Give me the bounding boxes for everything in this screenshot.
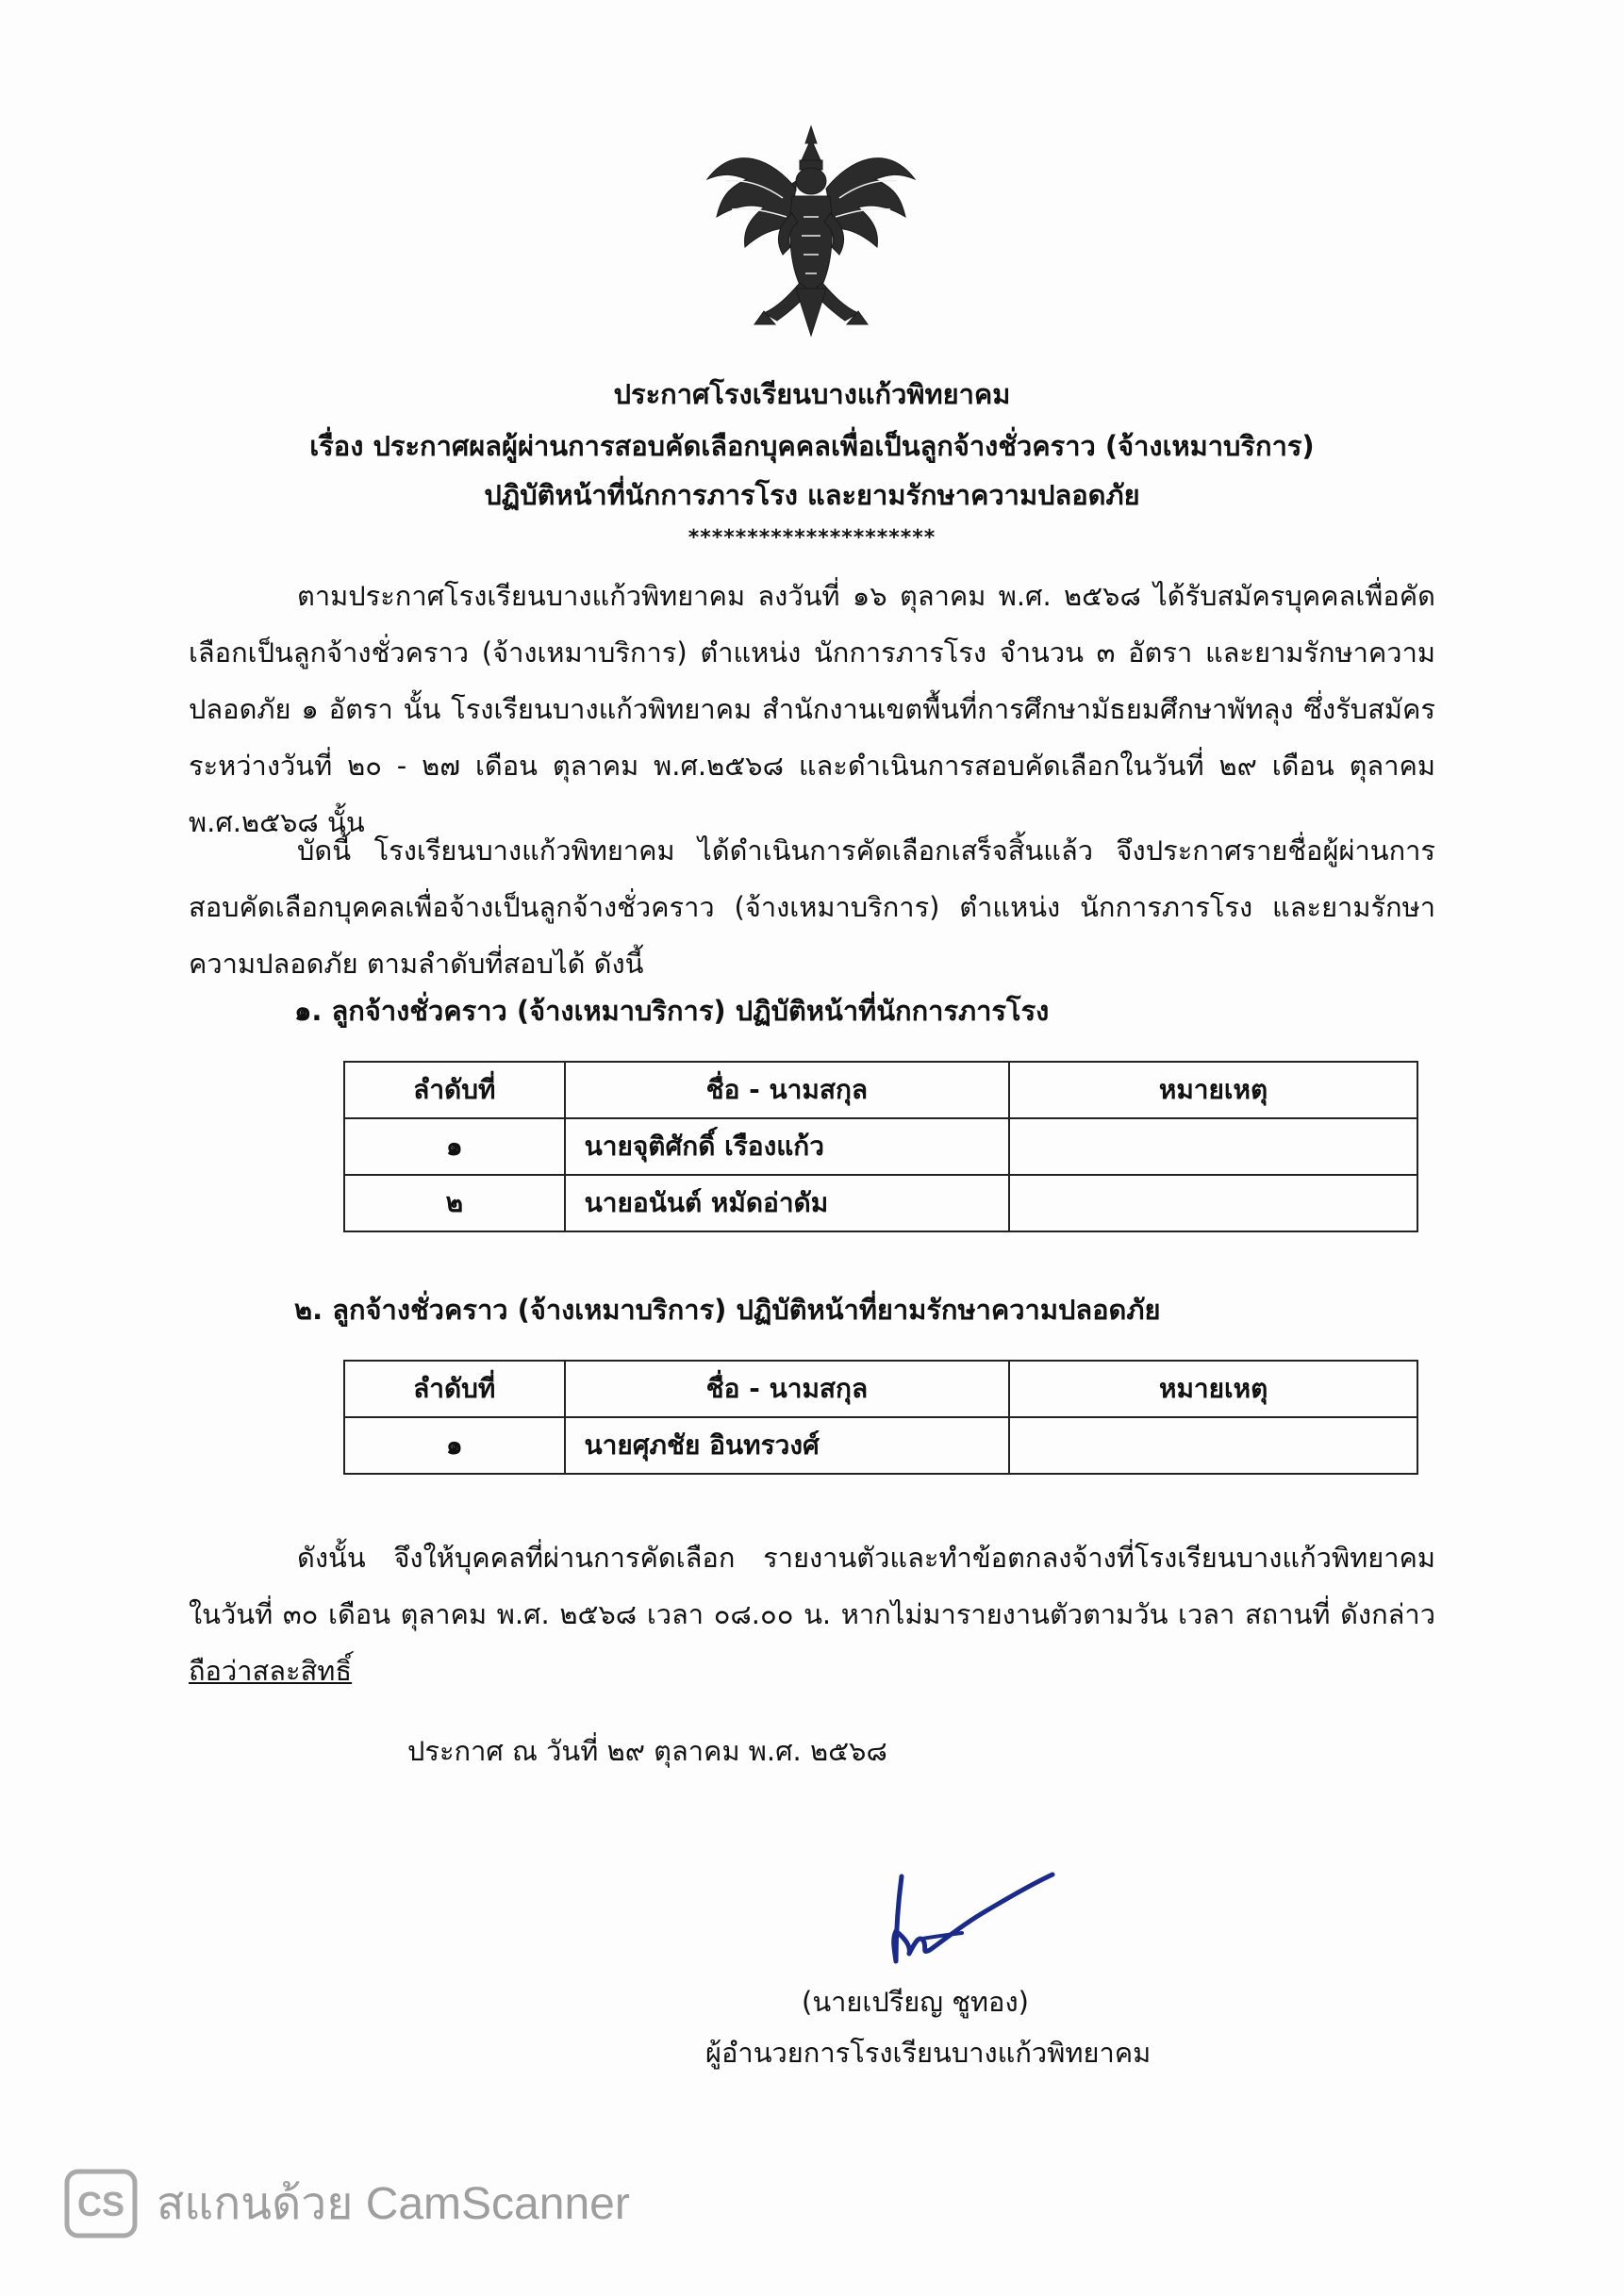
results-paragraph: บัดนี้ โรงเรียนบางแก้วพิทยาคม ได้ดำเนินการคัดเลือกเสร็จสิ้นแล้ว จึงประกาศรายชื่อผู้ผ่านการสอบคัดเลือกบุคคลเพื่อจ้างเป็นลูกจ้างชั่วคราว (จ้างเหมาบริการ) ตำแหน่ง นักการภารโรง และยามรักษาความปลอดภัย ตามลำดับที่สอบได้ ดังนี้ <box>189 834 1435 980</box>
announce-date: ประกาศ ณ วันที่ ๒๙ ตุลาคม พ.ศ. ๒๕๖๘ <box>407 1735 887 1767</box>
row-order: ๒ <box>344 1175 565 1231</box>
announcement-title: ประกาศโรงเรียนบางแก้วพิทยาคม <box>613 378 1011 410</box>
garuda-emblem-icon <box>698 123 924 339</box>
report-instruction-paragraph <box>189 1529 1435 1699</box>
row-remark <box>1009 1175 1417 1231</box>
announcement-subject: เรื่อง ประกาศผลผู้ผ่านการสอบคัดเลือกบุคคลเพื่อเป็นลูกจ้างชั่วคราว (จ้างเหมาบริการ) <box>309 430 1315 462</box>
column-header-order: ลำดับที่ <box>344 1361 565 1417</box>
svg-text:CS: CS <box>76 2185 125 2223</box>
handwritten-signature <box>868 1848 1056 1990</box>
table-row <box>344 1175 1417 1231</box>
announcement-duty: ปฏิบัติหน้าที่นักการภารโรง และยามรักษาความปลอดภัย <box>484 479 1140 511</box>
row-name: นายอนันต์ หมัดอ่าดัม <box>565 1175 1009 1231</box>
camscanner-logo-icon <box>64 2169 138 2238</box>
signer-position: ผู้อำนวยการโรงเรียนบางแก้วพิทยาคม <box>705 2037 1152 2069</box>
column-header-name: ชื่อ - นามสกุล <box>565 1361 1010 1417</box>
report-instruction-text: ดังนั้น จึงให้บุคคลที่ผ่านการคัดเลือก รายงานตัวและทำข้อตกลงจ้างที่โรงเรียนบางแก้วพิทยาคม ในวันที่ ๓๐ เดือน ตุลาคม พ.ศ. ๒๕๖๘ เวลา ๐๘.๐๐ น. หากไม่มารายงานตัวตามวัน เวลา สถานที่ ดังกล่าว <box>189 1542 1435 1630</box>
row-name: นายศุภชัย อินทรวงศ์ <box>565 1417 1010 1474</box>
row-order: ๑ <box>344 1417 565 1474</box>
table-row <box>344 1118 1417 1175</box>
intro-paragraph: ตามประกาศโรงเรียนบางแก้วพิทยาคม ลงวันที่ ๑๖ ตุลาคม พ.ศ. ๒๕๖๘ ได้รับสมัครบุคคลเพื่อคัดเลือกเป็นลูกจ้างชั่วคราว (จ้างเหมาบริการ) ตำแหน่ง นักการภารโรง จำนวน ๓ อัตรา และยามรักษาความปลอดภัย ๑ อัตรา นั้น โรงเรียนบางแก้วพิทยาคม สำนักงานเขตพื้นที่การศึกษามัธยมศึกษาพัทลุง ซึ่งรับสมัครระหว่างวันที่ ๒๐ - ๒๗ เดือน ตุลาคม พ.ศ.๒๕๖๘ และดำเนินการสอบคัดเลือกในวันที่ ๒๙ เดือน ตุลาคม พ.ศ.๒๕๖๘ นั้น <box>189 580 1435 838</box>
row-remark <box>1009 1417 1417 1474</box>
guard-results-table <box>343 1360 1418 1475</box>
section-guard-title: ๒. ลูกจ้างชั่วคราว (จ้างเหมาบริการ) ปฏิบัติหน้าที่ยามรักษาความปลอดภัย <box>294 1294 1161 1326</box>
row-name: นายจุติศักดิ์ เรืองแก้ว <box>565 1118 1009 1175</box>
camscanner-watermark <box>64 2169 630 2238</box>
column-header-remark: หมายเหตุ <box>1009 1361 1417 1417</box>
section-janitor-title: ๑. ลูกจ้างชั่วคราว (จ้างเหมาบริการ) ปฏิบัติหน้าที่นักการภารโรง <box>294 995 1050 1027</box>
table-header-row <box>344 1062 1417 1118</box>
signer-name: (นายเปรียญ ชูทอง) <box>802 1986 1029 2018</box>
janitor-results-table <box>343 1061 1418 1232</box>
column-header-remark: หมายเหตุ <box>1009 1062 1417 1118</box>
table-row <box>344 1417 1417 1474</box>
row-order: ๑ <box>344 1118 565 1175</box>
watermark-text: สแกนด้วย CamScanner <box>157 2179 630 2229</box>
row-remark <box>1009 1118 1417 1175</box>
column-header-order: ลำดับที่ <box>344 1062 565 1118</box>
forfeit-notice: ถือว่าสละสิทธิ์ <box>189 1655 353 1687</box>
stars-divider: ********************* <box>688 526 936 550</box>
column-header-name: ชื่อ - นามสกุล <box>565 1062 1009 1118</box>
table-header-row <box>344 1361 1417 1417</box>
